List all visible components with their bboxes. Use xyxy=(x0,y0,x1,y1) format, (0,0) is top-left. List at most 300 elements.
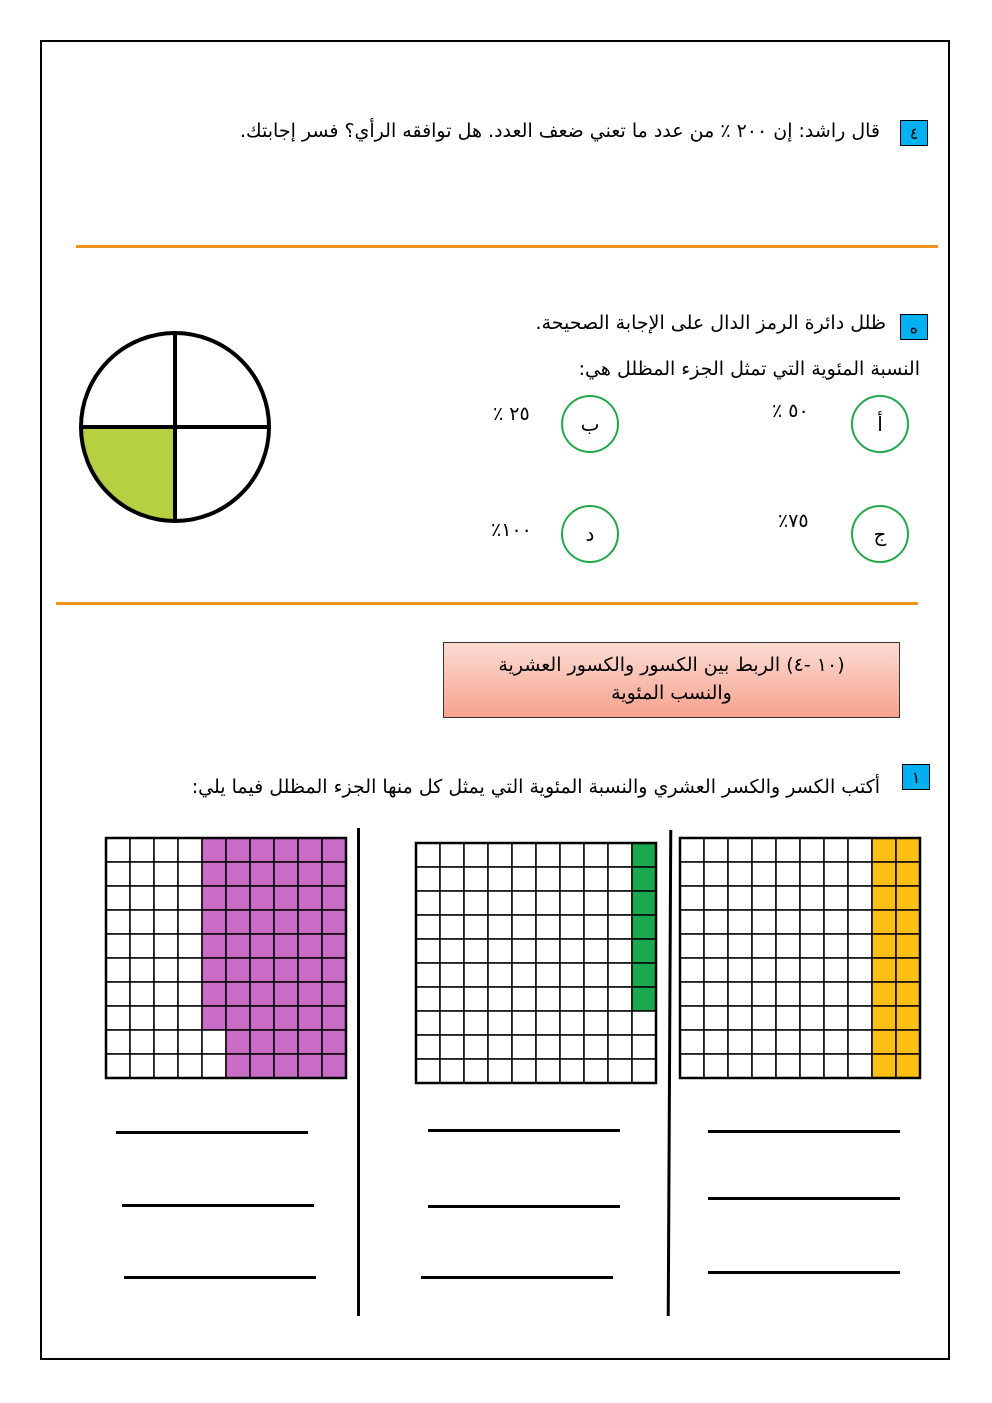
grid-cell xyxy=(298,934,322,958)
grid-cell xyxy=(752,910,776,934)
grid-cell xyxy=(824,910,848,934)
grid-cell xyxy=(752,886,776,910)
grid-cell xyxy=(274,1054,298,1078)
question-4-number: ٤ xyxy=(900,120,928,146)
grid-cell xyxy=(848,1054,872,1078)
grid-cell xyxy=(322,1006,346,1030)
grid-cell xyxy=(536,1011,560,1035)
grid-cell xyxy=(680,982,704,1006)
section-title-line-1: (١٠ -٤) الربط بين الكسور والكسور العشرية xyxy=(498,654,845,676)
grid-cell xyxy=(704,910,728,934)
grid-cell xyxy=(800,1006,824,1030)
grid-cell xyxy=(584,1059,608,1083)
grid-cell xyxy=(154,958,178,982)
grid-cell xyxy=(560,987,584,1011)
grid-cell xyxy=(416,867,440,891)
grid-cell xyxy=(154,934,178,958)
hundred-grid-right xyxy=(678,836,922,1080)
grid-cell xyxy=(848,958,872,982)
grid-cell xyxy=(322,934,346,958)
grid-cell xyxy=(130,910,154,934)
grid-cell xyxy=(632,987,656,1011)
grid-cell xyxy=(154,1030,178,1054)
grid-cell xyxy=(106,934,130,958)
divider-2 xyxy=(56,602,918,605)
grid-cell xyxy=(824,982,848,1006)
grid-cell xyxy=(776,982,800,1006)
grid-cell xyxy=(872,862,896,886)
grid-cell xyxy=(250,862,274,886)
grid-cell xyxy=(896,886,920,910)
grid-cell xyxy=(680,1030,704,1054)
grid-cell xyxy=(752,958,776,982)
grid-cell xyxy=(776,862,800,886)
grid-cell xyxy=(154,1006,178,1030)
grid-cell xyxy=(154,838,178,862)
grid-cell xyxy=(512,1011,536,1035)
grid-cell xyxy=(560,843,584,867)
grid-cell xyxy=(440,1059,464,1083)
grid-cell xyxy=(298,886,322,910)
grid-cell xyxy=(776,958,800,982)
grid-cell xyxy=(202,862,226,886)
section-heading xyxy=(443,642,900,718)
grid-cell xyxy=(896,1030,920,1054)
grid-cell xyxy=(250,1054,274,1078)
grid-cell xyxy=(464,1011,488,1035)
grid-cell xyxy=(226,1006,250,1030)
grid-cell xyxy=(872,886,896,910)
grid-cell xyxy=(226,886,250,910)
grid-cell xyxy=(322,1054,346,1078)
grid-cell xyxy=(250,982,274,1006)
grid-cell xyxy=(440,843,464,867)
grid-cell xyxy=(512,915,536,939)
grid-cell xyxy=(250,1006,274,1030)
grid-cell xyxy=(704,838,728,862)
grid-cell xyxy=(632,963,656,987)
grid-cell xyxy=(154,886,178,910)
grid-cell xyxy=(106,862,130,886)
option-a-value: ٥٠ ٪ xyxy=(772,400,809,422)
option-d-circle[interactable]: د xyxy=(561,505,619,563)
grid-cell xyxy=(632,843,656,867)
grid-cell xyxy=(728,958,752,982)
grid-cell xyxy=(608,1011,632,1035)
grid-cell xyxy=(728,886,752,910)
grid-cell xyxy=(106,958,130,982)
grid-cell xyxy=(226,1030,250,1054)
grid-cell xyxy=(298,1054,322,1078)
grid-cell xyxy=(202,1006,226,1030)
grid-cell xyxy=(464,987,488,1011)
grid-cell xyxy=(848,1006,872,1030)
grid-cell xyxy=(752,934,776,958)
grid-cell xyxy=(202,886,226,910)
answer-line-left-3[interactable] xyxy=(124,1276,316,1279)
option-a-circle[interactable]: أ xyxy=(851,395,909,453)
grid-cell xyxy=(440,987,464,1011)
grid-cell xyxy=(274,862,298,886)
grid-cell xyxy=(632,915,656,939)
grid-cell xyxy=(488,915,512,939)
grid-cell xyxy=(536,891,560,915)
grid-cell xyxy=(752,862,776,886)
grid-cell xyxy=(848,934,872,958)
grid-cell xyxy=(464,963,488,987)
question-5-number: ه xyxy=(900,314,928,340)
grid-cell xyxy=(130,886,154,910)
grid-cell xyxy=(608,891,632,915)
grid-cell xyxy=(130,1030,154,1054)
grid-cell xyxy=(800,958,824,982)
grid-cell xyxy=(274,838,298,862)
grid-cell xyxy=(250,910,274,934)
grid-cell xyxy=(226,862,250,886)
grid-cell xyxy=(488,867,512,891)
grid-cell xyxy=(106,1030,130,1054)
grid-cell xyxy=(560,915,584,939)
grid-cell xyxy=(178,958,202,982)
grid-cell xyxy=(848,982,872,1006)
grid-cell xyxy=(250,838,274,862)
grid-cell xyxy=(872,982,896,1006)
grid-cell xyxy=(872,934,896,958)
grid-cell xyxy=(584,867,608,891)
grid-cell xyxy=(464,1035,488,1059)
option-c-value: ٧٥٪ xyxy=(778,510,809,532)
grid-cell xyxy=(440,939,464,963)
grid-cell xyxy=(848,1030,872,1054)
grid-cell xyxy=(632,1035,656,1059)
grid-cell xyxy=(202,838,226,862)
grid-cell xyxy=(584,939,608,963)
grid-cell xyxy=(298,982,322,1006)
grid-cell xyxy=(464,939,488,963)
grid-cell xyxy=(440,1035,464,1059)
grid-cell xyxy=(130,838,154,862)
grid-cell xyxy=(322,838,346,862)
grid-cell xyxy=(536,987,560,1011)
grid-cell xyxy=(178,1006,202,1030)
grid-cell xyxy=(488,891,512,915)
grid-cell xyxy=(896,982,920,1006)
grid-cell xyxy=(178,1054,202,1078)
grid-cell xyxy=(800,910,824,934)
grid-cell xyxy=(202,1030,226,1054)
grid-cell xyxy=(202,910,226,934)
grid-cell xyxy=(584,891,608,915)
grid-cell xyxy=(416,1035,440,1059)
grid-cell xyxy=(680,886,704,910)
grid-cell xyxy=(202,982,226,1006)
grid-cell xyxy=(298,862,322,886)
grid-cell xyxy=(632,1011,656,1035)
grid-cell xyxy=(728,910,752,934)
grid-cell xyxy=(512,939,536,963)
grid-cell xyxy=(800,982,824,1006)
grid-cell xyxy=(130,958,154,982)
grid-cell xyxy=(608,867,632,891)
grid-cell xyxy=(106,838,130,862)
grid-cell xyxy=(416,843,440,867)
grid-cell xyxy=(584,915,608,939)
grid-cell xyxy=(440,915,464,939)
grid-cell xyxy=(872,910,896,934)
grid-cell xyxy=(728,934,752,958)
grid-cell xyxy=(680,934,704,958)
grid-cell xyxy=(106,910,130,934)
grid-cell xyxy=(704,982,728,1006)
grid-cell xyxy=(680,910,704,934)
grid-cell xyxy=(632,891,656,915)
grid-cell xyxy=(608,843,632,867)
answer-line-left-1[interactable] xyxy=(116,1131,308,1134)
grid-cell xyxy=(130,934,154,958)
grid-cell xyxy=(680,1054,704,1078)
grid-cell xyxy=(488,987,512,1011)
grid-cell xyxy=(202,1054,226,1078)
answer-line-middle-1[interactable] xyxy=(428,1129,620,1132)
grid-cell xyxy=(752,1006,776,1030)
grid-cell xyxy=(250,886,274,910)
hundred-grid-left xyxy=(104,836,348,1080)
grid-cell xyxy=(298,838,322,862)
grid-cell xyxy=(298,1030,322,1054)
grid-cell xyxy=(704,1006,728,1030)
option-b-circle[interactable]: ب xyxy=(561,395,619,453)
grid-cell xyxy=(800,838,824,862)
grid-cell xyxy=(560,1059,584,1083)
grid-cell xyxy=(274,1030,298,1054)
grid-cell xyxy=(512,987,536,1011)
hundred-grid-middle xyxy=(414,841,658,1085)
grid-cell xyxy=(416,1059,440,1083)
grid-cell xyxy=(728,1006,752,1030)
grid-cell xyxy=(154,1054,178,1078)
grid-cell xyxy=(536,1035,560,1059)
grid-cell xyxy=(728,862,752,886)
grid-cell xyxy=(178,838,202,862)
grid-cell xyxy=(464,843,488,867)
grid-cell xyxy=(608,987,632,1011)
grid-cell xyxy=(178,862,202,886)
grid-cell xyxy=(178,1030,202,1054)
grid-cell xyxy=(322,862,346,886)
grid-cell xyxy=(560,1011,584,1035)
grid-cell xyxy=(704,958,728,982)
option-d-value: ١٠٠٪ xyxy=(491,519,532,541)
answer-line-right-2[interactable] xyxy=(708,1197,900,1200)
grid-cell xyxy=(416,963,440,987)
grid-cell xyxy=(872,958,896,982)
grid-cell xyxy=(440,867,464,891)
grid-cell xyxy=(298,958,322,982)
grid-cell xyxy=(226,910,250,934)
grid-cell xyxy=(560,867,584,891)
grid-cell xyxy=(560,891,584,915)
grid-cell xyxy=(226,982,250,1006)
grid-cell xyxy=(776,1054,800,1078)
grid-cell xyxy=(824,958,848,982)
grid-cell xyxy=(608,963,632,987)
grid-cell xyxy=(680,958,704,982)
grid-cell xyxy=(130,1006,154,1030)
grid-cell xyxy=(440,891,464,915)
grid-cell xyxy=(776,1006,800,1030)
grid-cell xyxy=(154,862,178,886)
grid-cell xyxy=(130,862,154,886)
grid-cell xyxy=(704,1030,728,1054)
grid-cell xyxy=(512,1059,536,1083)
grid-cell xyxy=(776,1030,800,1054)
grid-cell xyxy=(536,915,560,939)
grid-cell xyxy=(416,939,440,963)
grid-cell xyxy=(800,1054,824,1078)
grid-cell xyxy=(464,891,488,915)
grid-cell xyxy=(776,910,800,934)
grid-cell xyxy=(250,958,274,982)
grid-cell xyxy=(560,963,584,987)
grid-cell xyxy=(464,915,488,939)
grid-cell xyxy=(848,862,872,886)
grid-cell xyxy=(178,934,202,958)
grid-cell xyxy=(752,838,776,862)
grid-cell xyxy=(106,1006,130,1030)
answer-line-middle-2[interactable] xyxy=(428,1205,620,1208)
grid-cell xyxy=(752,1054,776,1078)
grid-cell xyxy=(178,886,202,910)
option-c-circle[interactable]: ج xyxy=(851,505,909,563)
grid-cell xyxy=(154,910,178,934)
grid-cell xyxy=(896,1054,920,1078)
grid-cell xyxy=(824,886,848,910)
grid-cell xyxy=(536,963,560,987)
grid-cell xyxy=(584,963,608,987)
answer-line-middle-3[interactable] xyxy=(421,1276,613,1279)
grid-cell xyxy=(106,1054,130,1078)
grid-cell xyxy=(824,934,848,958)
grid-cell xyxy=(226,838,250,862)
answer-line-right-3[interactable] xyxy=(708,1271,900,1274)
grid-cell xyxy=(536,1059,560,1083)
grid-cell xyxy=(512,843,536,867)
grid-cell xyxy=(776,934,800,958)
grid-cell xyxy=(274,958,298,982)
grid-cell xyxy=(560,1035,584,1059)
grid-cell xyxy=(274,934,298,958)
grid-cell xyxy=(250,934,274,958)
divider-1 xyxy=(76,245,938,248)
grid-cell xyxy=(632,1059,656,1083)
grid-cell xyxy=(464,867,488,891)
grid-cell xyxy=(896,934,920,958)
grid-cell xyxy=(848,838,872,862)
grid-cell xyxy=(512,963,536,987)
grid-cell xyxy=(800,934,824,958)
grid-cell xyxy=(872,838,896,862)
grid-cell xyxy=(800,1030,824,1054)
grid-cell xyxy=(488,1011,512,1035)
grid-cell xyxy=(202,934,226,958)
grid-cell xyxy=(824,1006,848,1030)
question-4-text: قال راشد: إن ٢٠٠ ٪ من عدد ما تعني ضعف العدد. هل توافقه الرأي؟ فسر إجابتك. xyxy=(239,120,880,142)
grid-cell xyxy=(824,838,848,862)
grid-cell xyxy=(704,1054,728,1078)
grid-cell xyxy=(704,934,728,958)
grid-cell xyxy=(250,1030,274,1054)
grid-cell xyxy=(488,963,512,987)
grid-cell xyxy=(728,982,752,1006)
grid-cell xyxy=(298,910,322,934)
grid-cell xyxy=(752,1030,776,1054)
grid-cell xyxy=(416,987,440,1011)
grid-cell xyxy=(322,910,346,934)
question-1-number: ١ xyxy=(902,764,930,790)
grid-cell xyxy=(106,982,130,1006)
grid-cell xyxy=(512,1035,536,1059)
grid-cell xyxy=(800,886,824,910)
answer-line-left-2[interactable] xyxy=(122,1204,314,1207)
grid-cell xyxy=(728,838,752,862)
grid-cell xyxy=(226,934,250,958)
grid-cell xyxy=(416,891,440,915)
grid-cell xyxy=(512,891,536,915)
grid-cell xyxy=(776,838,800,862)
grid-cell xyxy=(322,1030,346,1054)
quarter-circle-figure xyxy=(78,330,272,524)
grid-cell xyxy=(608,939,632,963)
grid-cell xyxy=(584,1011,608,1035)
grid-cell xyxy=(896,958,920,982)
grid-cell xyxy=(776,886,800,910)
grid-cell xyxy=(896,1006,920,1030)
grid-cell xyxy=(536,939,560,963)
grid-cell xyxy=(632,939,656,963)
grid-cell xyxy=(608,1059,632,1083)
grid-cell xyxy=(322,886,346,910)
grid-cell xyxy=(178,982,202,1006)
question-5-instruction: ظلل دائرة الرمز الدال على الإجابة الصحيحة. xyxy=(535,312,886,334)
grid-cell xyxy=(896,838,920,862)
grid-cell xyxy=(274,886,298,910)
grid-cell xyxy=(440,1011,464,1035)
grid-cell xyxy=(584,1035,608,1059)
grid-cell xyxy=(728,1030,752,1054)
option-b-value: ٢٥ ٪ xyxy=(493,403,530,425)
grid-cell xyxy=(824,1030,848,1054)
grid-cell xyxy=(274,910,298,934)
grid-cell xyxy=(488,843,512,867)
grid-cell xyxy=(704,886,728,910)
grid-cell xyxy=(464,1059,488,1083)
section-title-line-2: والنسب المئوية xyxy=(611,682,732,704)
grid-cell xyxy=(298,1006,322,1030)
grid-cell xyxy=(274,982,298,1006)
grid-cell xyxy=(202,958,226,982)
question-5-prompt: النسبة المئوية التي تمثل الجزء المظلل هي: xyxy=(578,358,920,380)
grid-cell xyxy=(536,843,560,867)
answer-line-right-1[interactable] xyxy=(708,1130,900,1133)
grid-cell xyxy=(322,958,346,982)
grid-cell xyxy=(322,982,346,1006)
grid-cell xyxy=(488,1035,512,1059)
grid-cell xyxy=(154,982,178,1006)
grid-cell xyxy=(106,886,130,910)
grid-cell xyxy=(440,963,464,987)
grid-cell xyxy=(752,982,776,1006)
grid-cell xyxy=(416,1011,440,1035)
